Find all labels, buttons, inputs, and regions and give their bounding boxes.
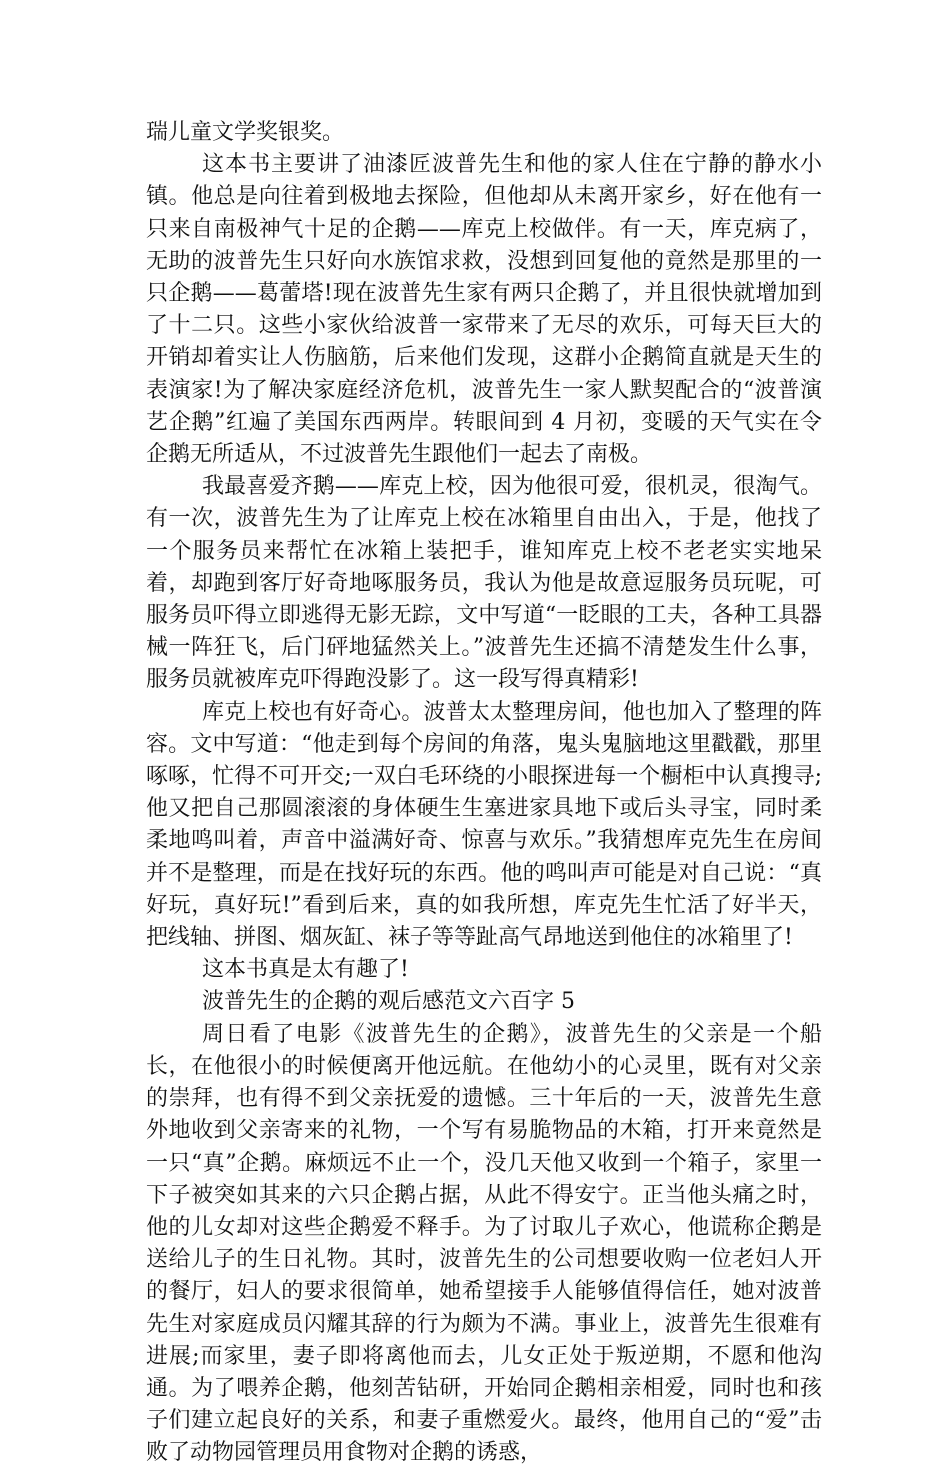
paragraph-movie-review: 周日看了电影《波普先生的企鹅》，波普先生的父亲是一个船长，在他很小的时候便离开他远航。在他幼小的心灵里，既有对父亲的崇拜，也有得不到父亲抚爱的遗憾。三十年后的一天，波普先生意外地收到父亲寄来的礼物，一个写有易脆物品的木箱，打开来竟然是一只“真”企鹅。麻烦远不止一个，没几天他又收到一个箱子，家里一下子被突如其来的六只企鹅占据，从此不得安宁。正当他头痛之时，他的儿女却对这些企鹅爱不释手。为了讨取儿子欢心，他谎称企鹅是送给儿子的生日礼物。其时，波普先生的公司想要收购一位老妇人开的餐厅，妇人的要求很简单，她希望接手人能够值得信任，她对波普先生对家庭成员闪耀其辞的行为颇为不满。事业上，波普先生很难有进展;而家里，妻子即将离他而去，儿女正处于叛逆期，不愿和他沟通。为了喂养企鹅，他刻苦钻研，开始同企鹅相亲相爱，同时也和孩子们建立起良好的关系，和妻子重燃爱火。最终，他用自己的“爱”击败了动物园管理员用食物对企鹅的诱惑，: [146, 1021, 822, 1466]
section-heading: 波普先生的企鹅的观后感范文六百字 5: [202, 989, 575, 1015]
paragraph-conclusion: 这本书真是太有趣了!: [202, 957, 409, 983]
paragraph-favorite-penguin: 我最喜爱齐鹅——库克上校，因为他很可爱，很机灵，很淘气。有一次，波普先生为了让库克上校在冰箱里自由出入，于是，他找了一个服务员来帮忙在冰箱上装把手，谁知库克上校不老老实实地呆着，却跑到客厅好奇地啄服务员，我认为他是故意逗服务员玩呢，可服务员吓得立即逃得无影无踪，文中写道“一眨眼的工夫，各种工具器械一阵狂飞，后门砰地猛然关上。”波普先生还搞不清楚发生什么事，服务员就被库克吓得跑没影了。这一段写得真精彩!: [146, 474, 822, 693]
paragraph-book-summary: 这本书主要讲了油漆匠波普先生和他的家人住在宁静的静水小镇。他总是向往着到极地去探险，但他却从未离开家乡，好在他有一只来自南极神气十足的企鹅——库克上校做伴。有一天，库克病了，无助的波普先生只好向水族馆求救，没想到回复他的竟然是那里的一只企鹅——葛蕾塔!现在波普先生家有两只企鹅了，并且很快就增加到了十二只。这些小家伙给波普一家带来了无尽的欢乐，可每天巨大的开销却着实让人伤脑筋，后来他们发现，这群小企鹅简直就是天生的表演家!为了解决家庭经济危机，波普先生一家人默契配合的“波普演艺企鹅”红遍了美国东西两岸。转眼间到 4 月初，变暖的天气实在令企鹅无所适从，不过波普先生跟他们一起去了南极。: [146, 152, 822, 468]
paragraph-award-ending: 瑞儿童文学奖银奖。: [146, 120, 345, 145]
document-body: [146, 117, 822, 1470]
paragraph-curiosity: 库克上校也有好奇心。波普太太整理房间，他也加入了整理的阵容。文中写道：“他走到每个房间的角落，鬼头鬼脑地这里戳戳，那里啄啄，忙得不可开交;一双白毛环绕的小眼探进每一个橱柜中认真搜寻;他又把自己那圆滚滚的身体硬生生塞进家具地下或后头寻宝，同时柔柔地鸣叫着，声音中溢满好奇、惊喜与欢乐。”我猜想库克先生在房间并不是整理，而是在找好玩的东西。他的鸣叫声可能是对自己说：“真好玩，真好玩!”看到后来，真的如我所想，库克先生忙活了好半天，把线轴、拼图、烟灰缸、袜子等等趾高气昂地送到他住的冰箱里了!: [146, 699, 822, 951]
